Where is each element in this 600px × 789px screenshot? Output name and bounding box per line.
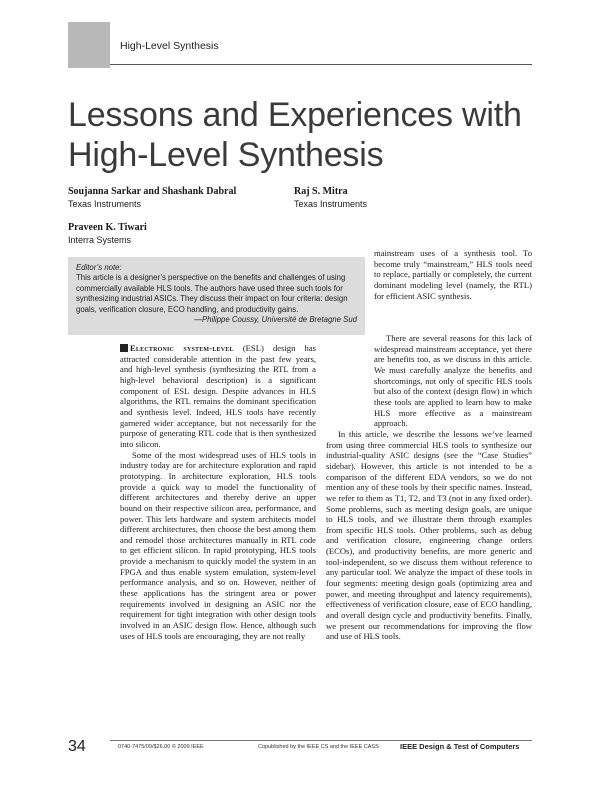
header-rule — [110, 64, 532, 65]
editors-note-signature: —Philippe Coussy, Université de Bretagne Sud — [194, 315, 357, 325]
body-column-2-top — [374, 248, 532, 301]
paragraph — [120, 343, 316, 450]
paragraph-text: (ESL) design has attracted considerable attention in the past few years, and high-level synthesis (synthesizing the RTL from a high-level behavioral description) is a significant component of ESL design. Despite advances in HLS algorithms, the RTL remains the dominant specification and synthesis level. Indeed, HLS tools have recently garnered wider acceptance, but not necessarily for the purpose of generating RTL code that is then synthesized into silicon. — [120, 343, 316, 449]
author-name: Praveen K. Tiwari — [68, 222, 147, 233]
author-affiliation: Interra Systems — [68, 235, 132, 245]
body-column-2 — [326, 333, 532, 642]
body-column-1 — [120, 343, 316, 641]
footer-journal: IEEE Design & Test of Computers — [400, 742, 520, 751]
lead-square-icon — [120, 344, 128, 352]
paragraph — [374, 333, 532, 429]
author-name: Raj S. Mitra — [294, 186, 348, 197]
footer-publisher: Copublished by the IEEE CS and the IEEE CASS — [258, 744, 379, 750]
section-label: High-Level Synthesis — [120, 40, 219, 52]
paragraph: mainstream uses of a synthesis tool. To become truly “mainstream,” HLS tools need to replace, partially or completely, the current dominant modeling level (namely, the RTL) for efficient ASIC synthesis. — [374, 248, 532, 301]
author-name: Soujanna Sarkar and Shashank Dabral — [68, 186, 237, 197]
editors-note-body: This article is a designer’s perspective on the benefits and challenges of using commercially available HLS tools. The authors have used three such tools for synthesizing industrial ASICs. They discuss their impact on four criteria: design goals, verification closure, ECO handling, and productivity gains. — [76, 273, 348, 314]
author-block-1 — [68, 186, 236, 210]
editors-note-box — [68, 257, 365, 335]
author-block-2 — [294, 186, 367, 210]
editors-note-label: Editor’s note: — [76, 263, 122, 272]
author-block-3 — [68, 222, 147, 246]
footer-rule — [110, 740, 532, 741]
article-title: Lessons and Experiences with High-Level Synthesis — [68, 96, 522, 174]
author-affiliation: Texas Instruments — [294, 199, 368, 209]
author-affiliation: Texas Instruments — [68, 199, 142, 209]
page-number: 34 — [68, 738, 86, 755]
header-gray-tab — [68, 22, 110, 68]
lead-in: Electronic system-level — [130, 343, 234, 353]
paragraph-text: There are several reasons for this lack of widespread mainstream acceptance, yet there are benefits too, as we discuss in this article. We must carefully analyze the benefits and shortcomings, not only of specific HLS tools but also of the context (design flow) in which these tools are applied to learn how to make HLS more effective as a mainstream approach. — [374, 333, 532, 429]
footer-issn: 0740-7475/09/$26.00 © 2009 IEEE — [118, 744, 204, 750]
paragraph: Some of the most widespread uses of HLS tools in industry today are for architecture exploration and rapid prototyping. In architecture exploration, HLS tools provide a quick way to model the functionality of different architectures and thereby derive an upper bound on their respective silicon area, performance, and power. This lets hardware and system architects model different architectures, then choose the best among them and remodel those architectures manually in RTL code to get efficient silicon. In rapid prototyping, HLS tools provide a mechanism to quickly model the system in an FPGA and thus enable system emulation, system-level performance analysis, and so on. However, neither of these applications has the stringent area or power requirements involved in designing an ASIC nor the requirement for tight integration with other design tools involved in an ASIC design flow. Hence, although such uses of HLS tools are encouraging, they are not really — [120, 449, 316, 641]
paragraph: In this article, we describe the lessons we’ve learned from using three commercial HLS tools to synthesize our industrial-quality ASIC designs (see the “Case Studies” sidebar). However, this article is not intended to be a comparison of the different EDA vendors, so we do not mention any of these tools by their specific names. Instead, we refer to them as T1, T2, and T3 (not in any fixed order). Some problems, such as meeting design goals, are unique to HLS tools, and we illustrate them through examples from specific HLS tools. Other problems, such as debug and verification closure, engineering change orders (ECOs), and productivity benefits, are more generic and tool-independent, so we discuss them without reference to any particular tool. We analyze the impact of these tools in four segments: meeting design goals (optimizing area and power, and meeting throughput and latency requirements), effectiveness of verification closure, ease of ECO handling, and overall design cycle and productivity benefits. Finally, we present our recommendations for improving the flow and use of HLS tools. — [326, 428, 532, 642]
